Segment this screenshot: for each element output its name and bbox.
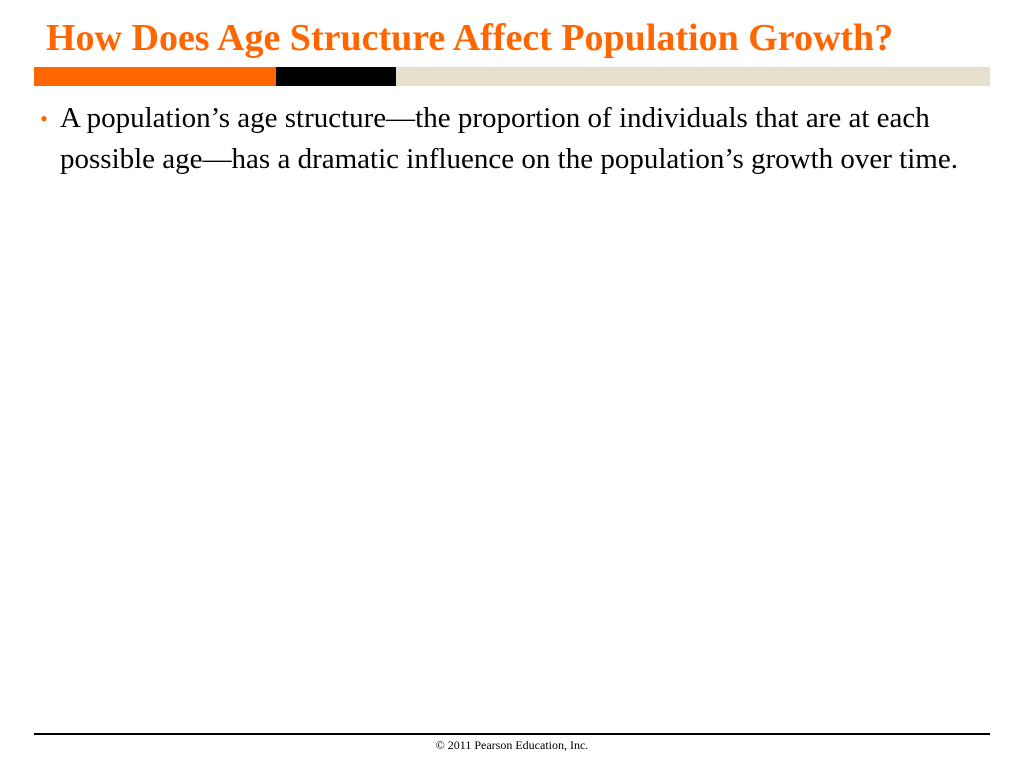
accent-bar-orange-segment xyxy=(34,67,276,86)
accent-bar-beige-segment xyxy=(396,67,990,86)
copyright-footer: © 2011 Pearson Education, Inc. xyxy=(435,738,589,752)
bullet-list xyxy=(34,98,990,180)
title-accent-bar xyxy=(34,67,990,86)
slide-title: How Does Age Structure Affect Population Growth? xyxy=(46,17,894,59)
footer-divider xyxy=(34,733,990,735)
bullet-item xyxy=(34,98,990,180)
bullet-text: A population’s age structure—the proportion of individuals that are at each possible age—has a dramatic influence on the population’s growth over time. xyxy=(60,102,958,175)
accent-bar-black-segment xyxy=(276,67,396,86)
bullet-marker: • xyxy=(40,106,48,131)
